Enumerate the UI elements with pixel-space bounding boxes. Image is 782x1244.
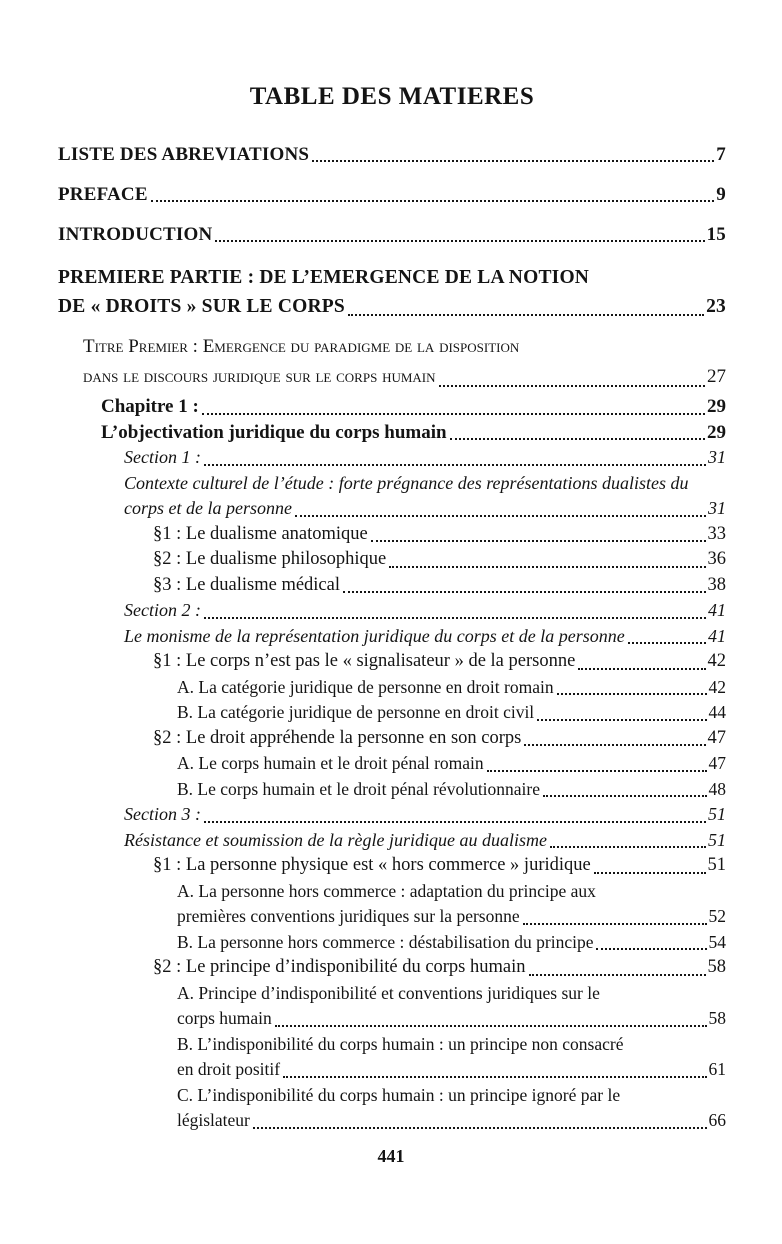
toc-entry bbox=[58, 223, 726, 247]
toc-entry-label: §3 : Le dualisme médical bbox=[153, 574, 340, 595]
dot-leader bbox=[204, 821, 706, 823]
toc-entry bbox=[177, 675, 726, 701]
dot-leader bbox=[151, 200, 715, 202]
toc-entry bbox=[101, 420, 726, 446]
toc-entry bbox=[58, 183, 726, 207]
toc-entry-continuation: PREMIERE PARTIE : DE L’EMERGENCE DE LA NOTION bbox=[58, 267, 590, 288]
dot-leader bbox=[628, 642, 706, 644]
dot-leader bbox=[295, 515, 706, 517]
toc-page-number: 42 bbox=[708, 676, 726, 697]
dot-leader bbox=[343, 591, 706, 593]
toc-entry-continuation: Contexte culturel de l’étude : forte prégnance des représentations dualistes du bbox=[124, 472, 689, 493]
toc-entry-label: A. La catégorie juridique de personne en droit romain bbox=[177, 676, 554, 697]
toc-page-number: 54 bbox=[708, 931, 726, 952]
toc-entry-label: Chapitre 1 : bbox=[101, 396, 199, 417]
dot-leader bbox=[348, 314, 704, 316]
dot-leader bbox=[389, 566, 705, 568]
toc-entry-label: B. La personne hors commerce : déstabilisation du principe bbox=[177, 931, 594, 952]
toc-page-number: 42 bbox=[707, 651, 726, 671]
toc-entry-label: §2 : Le principe d’indisponibilité du corps humain bbox=[153, 957, 526, 977]
toc-entry bbox=[153, 955, 726, 981]
dot-leader bbox=[312, 160, 714, 162]
toc-entry bbox=[177, 930, 726, 956]
toc-entry bbox=[124, 828, 726, 854]
toc-page-number: 41 bbox=[708, 625, 726, 646]
dot-leader bbox=[529, 974, 706, 976]
toc-entry bbox=[83, 332, 726, 392]
toc-entry-label: INTRODUCTION bbox=[58, 224, 213, 245]
toc-entry-label: dans le discours juridique sur le corps humain bbox=[83, 366, 436, 387]
dot-leader bbox=[204, 464, 706, 466]
dot-leader bbox=[204, 617, 706, 619]
toc-entry-label: PREFACE bbox=[58, 184, 148, 205]
dot-leader bbox=[487, 770, 707, 772]
toc-entry bbox=[153, 573, 726, 599]
toc-page-number: 33 bbox=[707, 523, 726, 544]
dot-leader bbox=[578, 668, 705, 670]
toc-entry bbox=[124, 598, 726, 624]
folio-page-number: 441 bbox=[377, 1146, 405, 1166]
toc-page-number: 29 bbox=[707, 396, 726, 417]
toc-entry-label: §1 : La personne physique est « hors commerce » juridique bbox=[153, 855, 591, 875]
toc-entry-continuation: B. L’indisponibilité du corps humain : un principe non consacré bbox=[177, 1033, 624, 1054]
dot-leader bbox=[215, 240, 704, 242]
toc-page-number: 51 bbox=[708, 829, 726, 850]
toc-entry bbox=[177, 1083, 726, 1134]
toc-entry-label: L’objectivation juridique du corps humain bbox=[101, 421, 447, 443]
toc-page-number: 36 bbox=[707, 549, 726, 569]
toc-entry-label: Le monisme de la représentation juridique du corps et de la personne bbox=[124, 625, 625, 646]
toc-page-number: 38 bbox=[707, 574, 726, 595]
toc-entry-label: §2 : Le dualisme philosophique bbox=[153, 549, 387, 569]
toc-entry bbox=[124, 802, 726, 828]
toc-page-number: 61 bbox=[708, 1059, 726, 1079]
toc-entry-continuation: A. Principe d’indisponibilité et conventions juridiques sur le bbox=[177, 982, 600, 1003]
toc-entry bbox=[153, 649, 726, 675]
toc-entry-label: §1 : Le corps n’est pas le « signalisateur » de la personne bbox=[153, 651, 576, 671]
toc-entry-label: corps humain bbox=[177, 1008, 272, 1028]
toc-entry-continuation: Titre Premier : Emergence du paradigme de la disposition bbox=[83, 336, 520, 357]
toc-page-number: 7 bbox=[716, 144, 726, 165]
toc-entry bbox=[177, 1032, 726, 1083]
toc-page-number: 51 bbox=[708, 804, 726, 824]
dot-leader bbox=[557, 693, 707, 695]
toc-entry-label: législateur bbox=[177, 1110, 250, 1130]
dot-leader bbox=[596, 948, 706, 950]
toc-page-number: 31 bbox=[708, 498, 726, 518]
toc-page-number: 27 bbox=[707, 366, 726, 387]
toc-page-number: 9 bbox=[716, 184, 726, 205]
toc-page-number: 44 bbox=[708, 702, 726, 722]
toc-entry bbox=[124, 624, 726, 650]
dot-leader bbox=[371, 540, 706, 542]
toc-entry-label: corps et de la personne bbox=[124, 498, 292, 518]
toc-entry-label: Section 2 : bbox=[124, 600, 201, 620]
toc-page-number: 29 bbox=[707, 421, 726, 443]
dot-leader bbox=[523, 923, 707, 925]
toc-page-number: 41 bbox=[708, 600, 726, 620]
toc-entry-continuation: A. La personne hors commerce : adaptation du principe aux bbox=[177, 880, 596, 901]
toc-entry-label: B. Le corps humain et le droit pénal révolutionnaire bbox=[177, 778, 541, 799]
toc-entry bbox=[124, 471, 726, 522]
toc-page-number: 47 bbox=[707, 727, 726, 748]
dot-leader bbox=[202, 413, 705, 415]
toc-entry bbox=[101, 394, 726, 420]
toc-entry bbox=[153, 547, 726, 573]
toc-entry-label: Section 1 : bbox=[124, 447, 201, 467]
toc-page-number: 58 bbox=[708, 1008, 726, 1028]
toc-entry-label: A. Le corps humain et le droit pénal romain bbox=[177, 753, 484, 773]
dot-leader bbox=[594, 872, 706, 874]
toc-entry bbox=[58, 263, 726, 321]
toc-page-number: 51 bbox=[707, 855, 726, 875]
toc-entry bbox=[153, 853, 726, 879]
toc-entry-label: en droit positif bbox=[177, 1059, 281, 1079]
toc-entry bbox=[58, 143, 726, 167]
toc-entry bbox=[153, 522, 726, 548]
toc-entry-label: §1 : Le dualisme anatomique bbox=[153, 523, 368, 544]
dot-leader bbox=[275, 1025, 707, 1027]
dot-leader bbox=[550, 846, 706, 848]
toc-entry-label: premières conventions juridiques sur la personne bbox=[177, 906, 520, 926]
toc-page-number: 48 bbox=[708, 778, 726, 799]
toc-entry bbox=[153, 726, 726, 752]
toc-entry bbox=[177, 777, 726, 803]
toc-entry-label: LISTE DES ABREVIATIONS bbox=[58, 144, 310, 165]
dot-leader bbox=[253, 1127, 707, 1129]
toc-page-number: 66 bbox=[708, 1110, 726, 1130]
toc-entry-label: Résistance et soumission de la règle juridique au dualisme bbox=[124, 829, 547, 850]
page-title: TABLE DES MATIERES bbox=[249, 83, 535, 110]
toc-entry bbox=[177, 700, 726, 726]
dot-leader bbox=[537, 719, 706, 721]
toc-entry-label: B. La catégorie juridique de personne en droit civil bbox=[177, 702, 535, 722]
dot-leader bbox=[524, 744, 705, 746]
toc-entry-label: Section 3 : bbox=[124, 804, 201, 824]
toc-page-number: 58 bbox=[707, 957, 726, 977]
toc-entry-continuation: C. L’indisponibilité du corps humain : un principe ignoré par le bbox=[177, 1084, 621, 1105]
toc-entry-label: §2 : Le droit appréhende la personne en son corps bbox=[153, 727, 522, 748]
toc-page-number: 31 bbox=[708, 447, 726, 467]
toc-page-number: 47 bbox=[708, 753, 726, 773]
dot-leader bbox=[439, 385, 705, 387]
toc-page-number: 23 bbox=[706, 296, 726, 317]
toc-page-number: 15 bbox=[706, 224, 726, 245]
toc-entry bbox=[177, 879, 726, 930]
dot-leader bbox=[450, 438, 705, 440]
dot-leader bbox=[283, 1076, 706, 1078]
toc-entry bbox=[177, 981, 726, 1032]
toc-entry bbox=[177, 751, 726, 777]
toc-entry bbox=[124, 445, 726, 471]
toc-page-number: 52 bbox=[708, 906, 726, 926]
dot-leader bbox=[543, 795, 706, 797]
toc-entry-label: DE « DROITS » SUR LE CORPS bbox=[58, 296, 345, 317]
